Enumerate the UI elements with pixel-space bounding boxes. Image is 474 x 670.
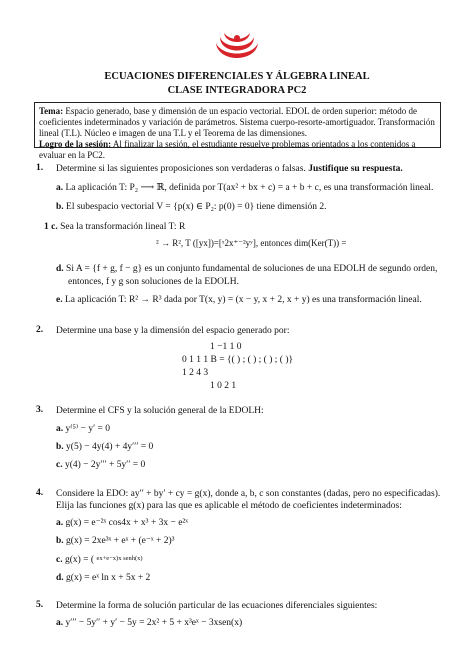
question-2-text: Determine una base y la dimensión del espacio generado por: xyxy=(56,326,290,336)
item-1e xyxy=(56,294,422,306)
item-3a xyxy=(56,423,110,435)
tema-label: Tema: xyxy=(39,106,64,116)
item-label: c. xyxy=(56,460,63,470)
question-1-text: Determine si las siguientes proposiciones son verdaderas o falsas. xyxy=(56,164,306,174)
item-1c-continued: ² → R², T ([yx])=[ˣ2x⁺⁻²yʸ], entonces dim(Ker(T)) = xyxy=(156,238,347,248)
item-text: La aplicación T: R² → R³ dada por T(x, y) = (x − y, x + 2, x + y) es una transformación lineal. xyxy=(64,295,422,305)
matrix-row-4: 1 0 2 1 xyxy=(210,381,237,391)
question-text xyxy=(56,163,403,175)
item-text: Si A = {f + g, f − g} es un conjunto fundamental de soluciones de una EDOLH de segundo orden, xyxy=(66,264,438,274)
question-number: 4. xyxy=(36,488,44,498)
matrix-row-3: 1 2 4 3 xyxy=(182,368,209,378)
item-label: b. xyxy=(56,202,64,212)
item-4b xyxy=(56,535,174,547)
item-1c xyxy=(44,221,185,233)
item-text: g(x) = ( xyxy=(64,555,95,565)
matrix-row-2: 0 1 1 1 B = {( ) ; ( ) ; ( ) ; ( )} xyxy=(182,355,294,365)
item-text: y(5) − 4y(4) + 4y′′′ = 0 xyxy=(66,442,154,452)
item-label: c. xyxy=(56,555,63,565)
matrix-row-1: 1 −1 1 0 xyxy=(210,342,242,352)
item-1d xyxy=(56,263,437,275)
item-text: El subespacio vectorial V = {p(x) ∈ P₂: p(0) = 0} tiene dimensión 2. xyxy=(66,202,327,212)
logro-text: Al finalizar la sesión, el estudiante resuelve problemas orientados a los contenidos a evaluar en la PC2. xyxy=(39,139,416,160)
item-text: g(x) = 2xe³ˣ + eˣ + (e⁻ˣ + 2)³ xyxy=(66,536,175,546)
item-label: 1 c. xyxy=(44,222,58,232)
item-1d-continued: entonces, f y g son soluciones de la EDOLH. xyxy=(68,277,239,287)
item-label: a. xyxy=(56,183,64,193)
tema-text: Espacio generado, base y dimensión de un espacio vectorial. EDOL de orden superior: método de coeficientes indeterminados y variación de parámetros. Sistema cuerpo-resorte-amortiguador. Transformación lineal (T.L). Núcleo e imagen de una T.L y el Teorema de las dimensiones. xyxy=(39,106,435,138)
question-4-text-continued: Elija las funciones g(x) para las que es aplicable el método de coeficientes indeterminados: xyxy=(56,501,402,511)
document-title: ECUACIONES DIFERENCIALES Y ÁLGEBRA LINEAL xyxy=(104,71,370,82)
item-5a xyxy=(56,617,242,629)
item-text-fraction: ex+e−x)x senh(x) xyxy=(96,555,143,562)
item-4d xyxy=(56,572,150,584)
question-1-emphasis: Justifique su respuesta. xyxy=(308,164,403,174)
item-text: g(x) = e⁻²ˣ cos4x + x³ + 3x − e²ˣ xyxy=(65,518,189,528)
item-3c xyxy=(56,459,145,471)
question-5-text: Determine la forma de solución particular de las ecuaciones diferenciales siguientes: xyxy=(56,601,378,611)
question-number: 2. xyxy=(36,325,44,335)
question-number: 5. xyxy=(36,600,44,610)
item-label: d. xyxy=(56,264,64,274)
item-label: d. xyxy=(56,573,64,583)
item-text: La aplicación T: P₂ ⟶ ℝ, definida por T(ax² + bx + c) = a + b + c, es una transformación lineal. xyxy=(65,183,434,193)
question-number: 1. xyxy=(36,163,44,173)
upc-logo-icon xyxy=(214,29,260,65)
item-3b xyxy=(56,441,153,453)
logro-label: Logro de la sesión: xyxy=(39,139,112,149)
item-text: Sea la transformación lineal T: R xyxy=(60,222,186,232)
item-label: a. xyxy=(56,518,64,528)
item-label: a. xyxy=(56,424,64,434)
question-number: 3. xyxy=(36,405,44,415)
item-4a xyxy=(56,517,188,529)
item-label: a. xyxy=(56,618,64,628)
item-text: y(4) − 2y′′′ + 5y′′ = 0 xyxy=(64,460,146,470)
question-3-text: Determine el CFS y la solución general de la EDOLH: xyxy=(56,406,264,416)
item-1a xyxy=(56,182,433,194)
item-text: y⁽⁵⁾ − y′ = 0 xyxy=(65,424,111,434)
item-label: b. xyxy=(56,442,64,452)
item-text: y′′′ − 5y′′ + y′ − 5y = 2x² + 5 + x³eˣ − 3xsen(x) xyxy=(65,618,243,628)
question-4-text: Considere la EDO: ay′′ + by′ + cy = g(x), donde a, b, c son constantes (dadas, pero no especificadas). xyxy=(56,489,441,499)
item-label: b. xyxy=(56,536,64,546)
item-1b xyxy=(56,201,326,213)
item-4c xyxy=(56,554,143,567)
document-subtitle: CLASE INTEGRADORA PC2 xyxy=(167,85,307,96)
item-text: g(x) = eˣ ln x + 5x + 2 xyxy=(66,573,151,583)
info-box xyxy=(34,102,441,160)
item-label: e. xyxy=(56,295,63,305)
